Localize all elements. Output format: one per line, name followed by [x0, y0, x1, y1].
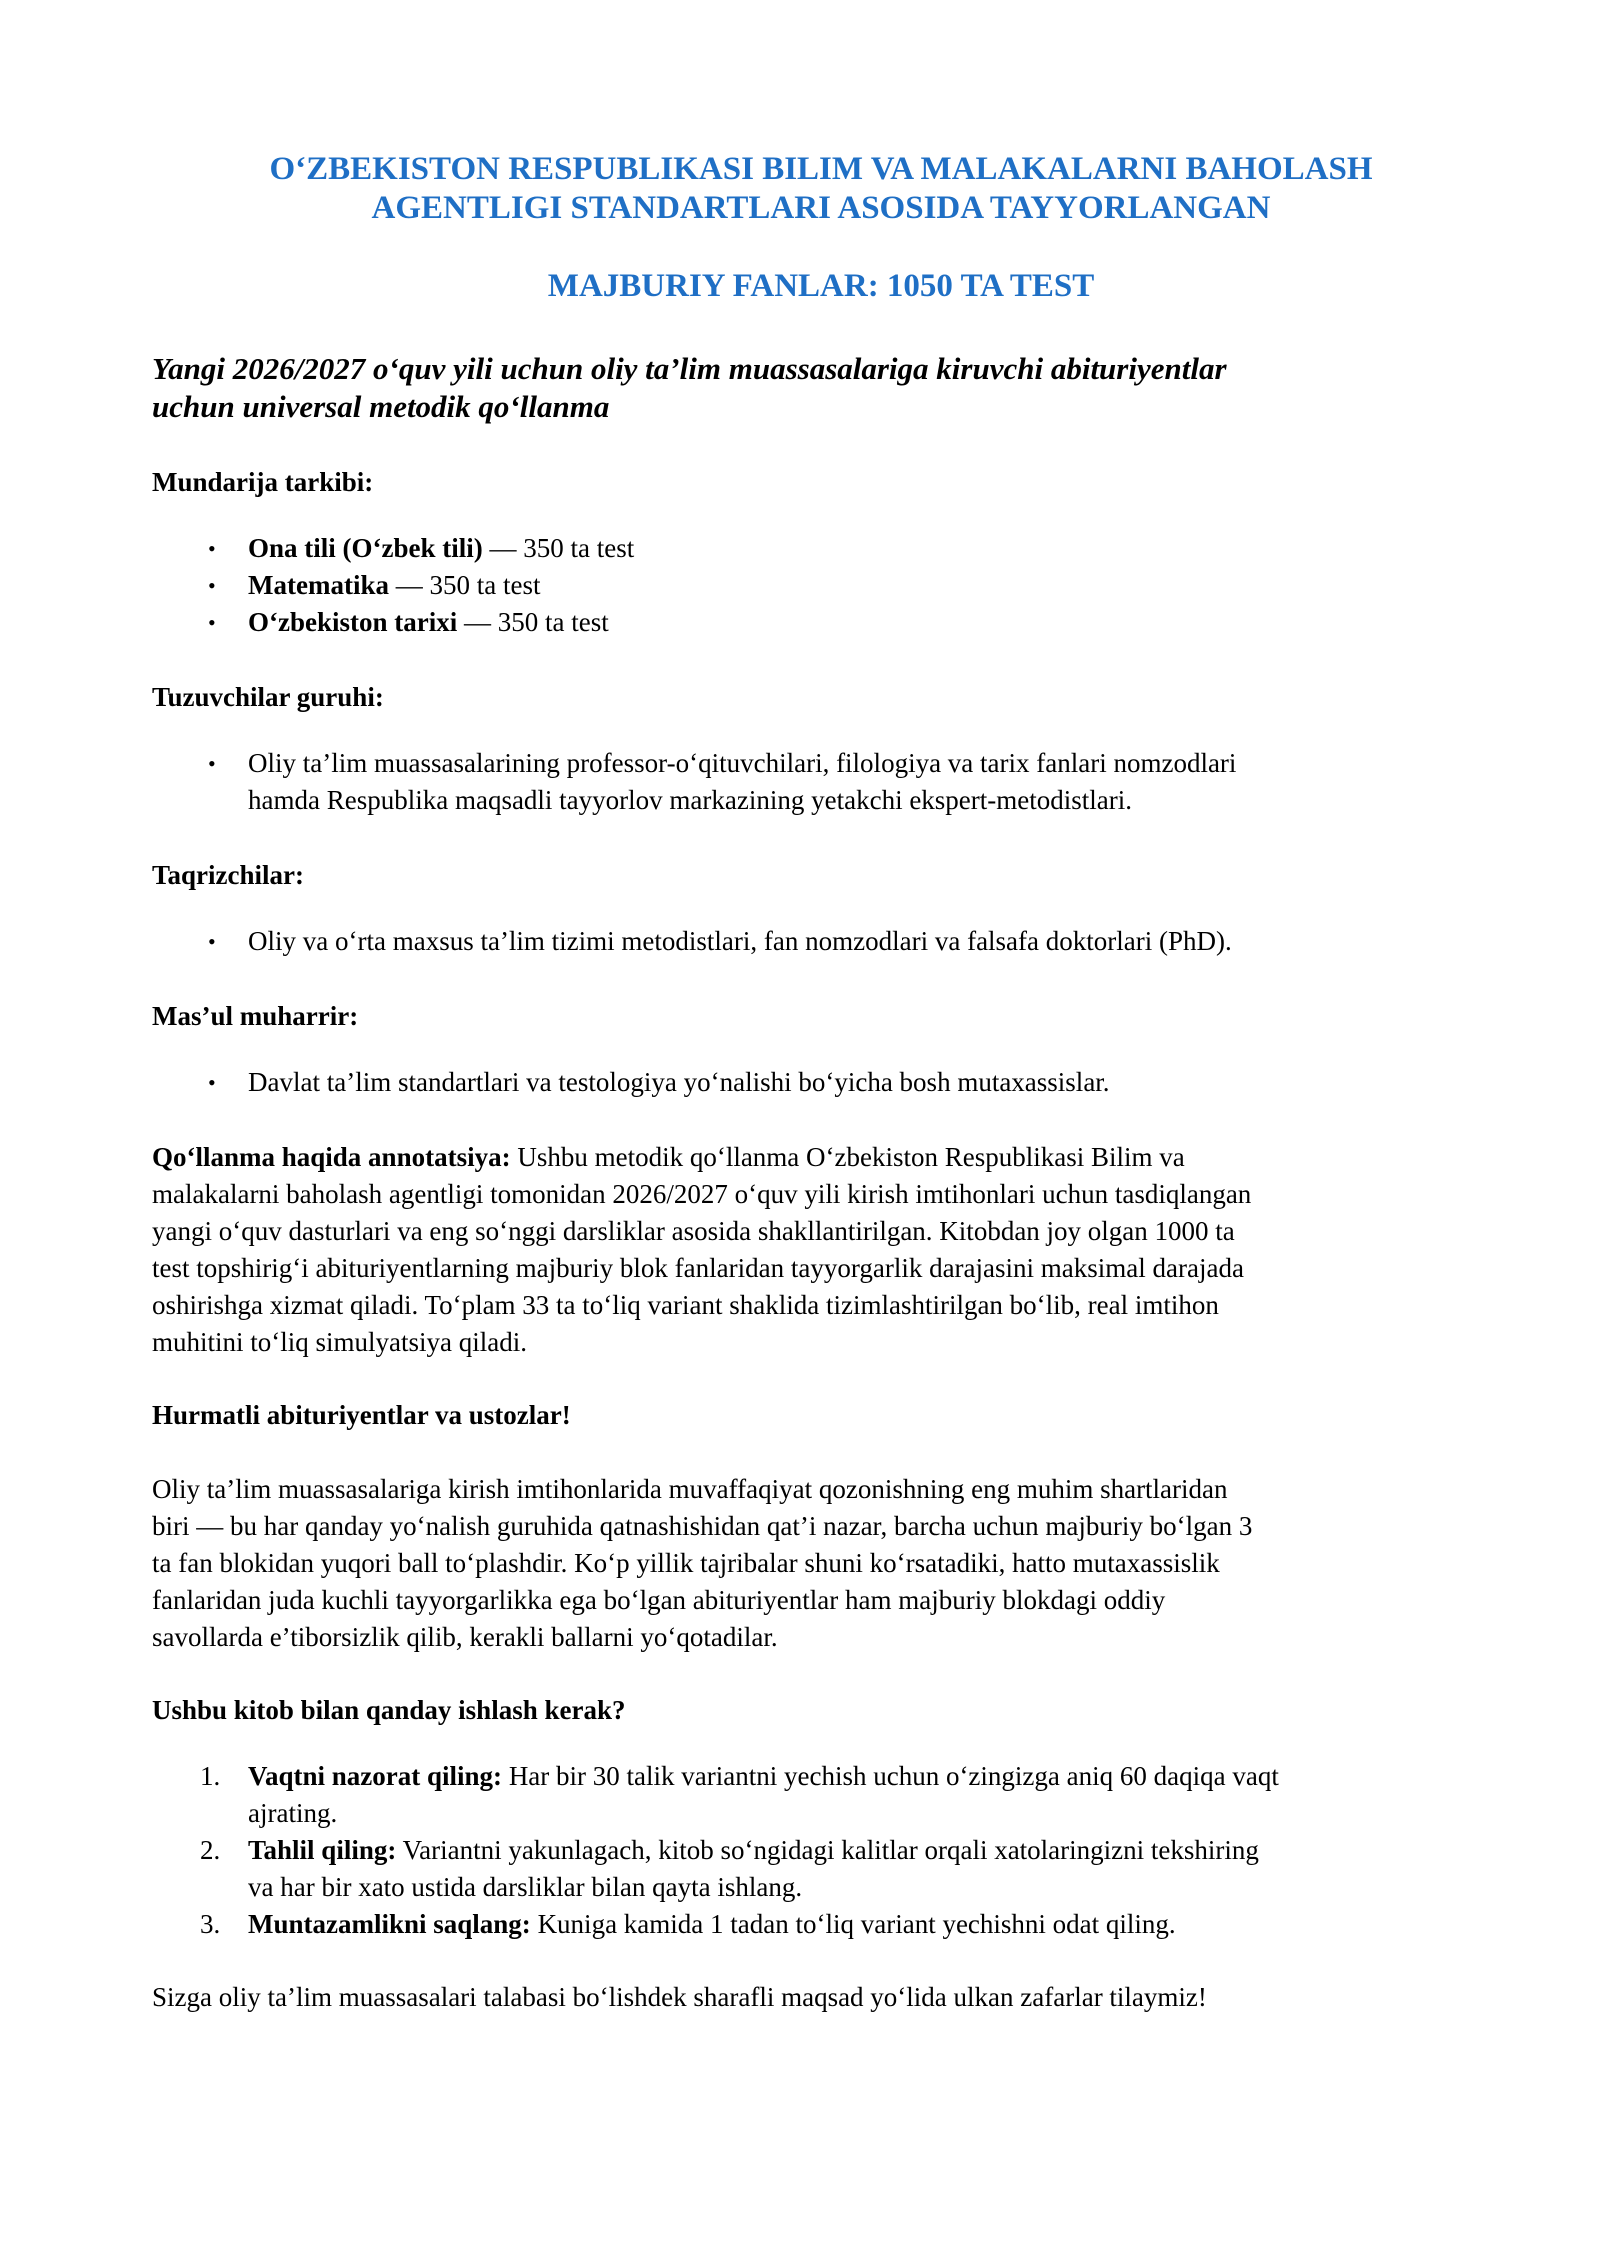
title-line-2: AGENTLIGI STANDARTLARI ASOSIDA TAYYORLANGAN: [371, 190, 1271, 226]
subject-name: Ona tili (O‘zbek tili): [248, 533, 483, 563]
greeting-line-3: ta fan blokidan yuqori ball to‘plashdir. Ko‘p yillik tajribalar shuni ko‘rsatadiki, hatto mutaxassislik: [152, 1548, 1220, 1578]
reviewers-list: [152, 923, 1490, 960]
step-text: Kuniga kamida 1 tadan to‘liq variant yechishni odat qiling.: [530, 1909, 1176, 1939]
authors-list: [152, 745, 1490, 819]
subject-test-count: — 350 ta test: [457, 607, 609, 637]
subtitle-line-2: uchun universal metodik qo‘llanma: [152, 389, 610, 424]
list-item: [208, 1064, 1490, 1101]
step-label: Muntazamlikni saqlang:: [248, 1909, 531, 1939]
step-label: Vaqtni nazorat qiling:: [248, 1761, 503, 1791]
contents-list: [152, 530, 1490, 641]
howto-steps: [152, 1758, 1490, 1943]
step-number: 2.: [200, 1835, 221, 1865]
greeting-line-2: biri — bu har qanday yo‘nalish guruhida qatnashishidan qat’i nazar, barcha uchun majburiy bo‘lgan 3: [152, 1511, 1253, 1541]
list-item: [208, 530, 1490, 567]
document-subtitle: [152, 350, 1490, 426]
subject-name: O‘zbekiston tarixi: [248, 607, 458, 637]
list-item: [200, 1758, 1490, 1832]
annotation-line-3: yangi o‘quv dasturlari va eng so‘nggi darsliklar asosida shakllantirilgan. Kitobdan joy olgan 1000 ta: [152, 1216, 1235, 1246]
reviewers-heading: Taqrizchilar:: [152, 860, 304, 890]
greeting-line-4: fanlaridan juda kuchli tayyorgarlikka ega bo‘lgan abituriyentlar ham majburiy blokdagi oddiy: [152, 1585, 1166, 1615]
editor-text: Davlat ta’lim standartlari va testologiya yo‘nalishi bo‘yicha bosh mutaxassislar.: [248, 1067, 1110, 1097]
list-item: [208, 567, 1490, 604]
step-number: 3.: [200, 1909, 221, 1939]
step-text: Variantni yakunlagach, kitob so‘ngidagi kalitlar orqali xatolaringizni tekshiring: [396, 1835, 1259, 1865]
authors-heading: Tuzuvchilar guruhi:: [152, 682, 384, 712]
greeting-line-1: Oliy ta’lim muassasalariga kirish imtihonlarida muvaffaqiyat qozonishning eng muhim shartlaridan: [152, 1474, 1228, 1504]
document-title: [152, 150, 1490, 228]
annotation-line-4: test topshirig‘i abituriyentlarning majburiy blok fanlaridan tayyorgarlik darajasini maksimal darajada: [152, 1253, 1244, 1283]
subject-test-count: — 350 ta test: [388, 570, 541, 600]
reviewers-text: Oliy va o‘rta maxsus ta’lim tizimi metodistlari, fan nomzodlari va falsafa doktorlari (PhD).: [248, 926, 1232, 956]
bullet-icon: •: [208, 536, 216, 561]
subject-test-count: — 350 ta test: [482, 533, 635, 563]
list-item: [208, 745, 1490, 819]
subtitle-line-1: Yangi 2026/2027 o‘quv yili uchun oliy ta’lim muassasalariga kiruvchi abituriyentlar: [152, 351, 1227, 386]
greeting-paragraph: [152, 1471, 1490, 1656]
authors-line-2: hamda Respublika maqsadli tayyorlov markazining yetakchi ekspert-metodistlari.: [248, 785, 1132, 815]
bullet-icon: •: [208, 610, 216, 635]
step-text: Har bir 30 talik variantni yechish uchun o‘zingizga aniq 60 daqiqa vaqt: [502, 1761, 1279, 1791]
bullet-icon: •: [208, 1070, 216, 1095]
contents-heading: Mundarija tarkibi:: [152, 467, 374, 497]
step-text-continued: ajrating.: [248, 1798, 338, 1828]
bullet-icon: •: [208, 751, 216, 776]
bullet-icon: •: [208, 573, 216, 598]
list-item: [200, 1906, 1490, 1943]
editor-list: [152, 1064, 1490, 1101]
annotation-line-5: oshirishga xizmat qiladi. To‘plam 33 ta to‘liq variant shaklida tizimlashtirilgan bo‘lib, real imtihon: [152, 1290, 1219, 1320]
greeting-line-5: savollarda e’tiborsizlik qilib, kerakli ballarni yo‘qotadilar.: [152, 1622, 778, 1652]
step-text-continued: va har bir xato ustida darsliklar bilan qayta ishlang.: [248, 1872, 803, 1902]
annotation-label: Qo‘llanma haqida annotatsiya:: [152, 1142, 511, 1172]
step-number: 1.: [200, 1761, 221, 1791]
editor-heading: Mas’ul muharrir:: [152, 1001, 359, 1031]
subject-count-title: MAJBURIY FANLAR: 1050 TA TEST: [547, 268, 1095, 304]
title-line-1: O‘ZBEKISTON RESPUBLIKASI BILIM VA MALAKALARNI BAHOLASH: [269, 151, 1373, 187]
howto-heading: Ushbu kitob bilan qanday ishlash kerak?: [152, 1695, 626, 1725]
authors-line-1: Oliy ta’lim muassasalarining professor-o‘qituvchilari, filologiya va tarix fanlari nomzodlari: [248, 748, 1237, 778]
greeting-heading: Hurmatli abituriyentlar va ustozlar!: [152, 1400, 571, 1430]
closing-line: Sizga oliy ta’lim muassasalari talabasi bo‘lishdek sharafli maqsad yo‘lida ulkan zafarlar tilaymiz!: [152, 1982, 1207, 2012]
annotation-paragraph: [152, 1139, 1490, 1361]
subject-name: Matematika: [248, 570, 389, 600]
step-label: Tahlil qiling:: [248, 1835, 397, 1865]
annotation-line-2: malakalarni baholash agentligi tomonidan 2026/2027 o‘quv yili kirish imtihonlari uchun tasdiqlangan: [152, 1179, 1252, 1209]
annotation-line-1: Ushbu metodik qo‘llanma O‘zbekiston Respublikasi Bilim va: [510, 1142, 1185, 1172]
annotation-line-6: muhitini to‘liq simulyatsiya qiladi.: [152, 1327, 527, 1357]
list-item: [200, 1832, 1490, 1906]
bullet-icon: •: [208, 929, 216, 954]
list-item: [208, 923, 1490, 960]
list-item: [208, 604, 1490, 641]
